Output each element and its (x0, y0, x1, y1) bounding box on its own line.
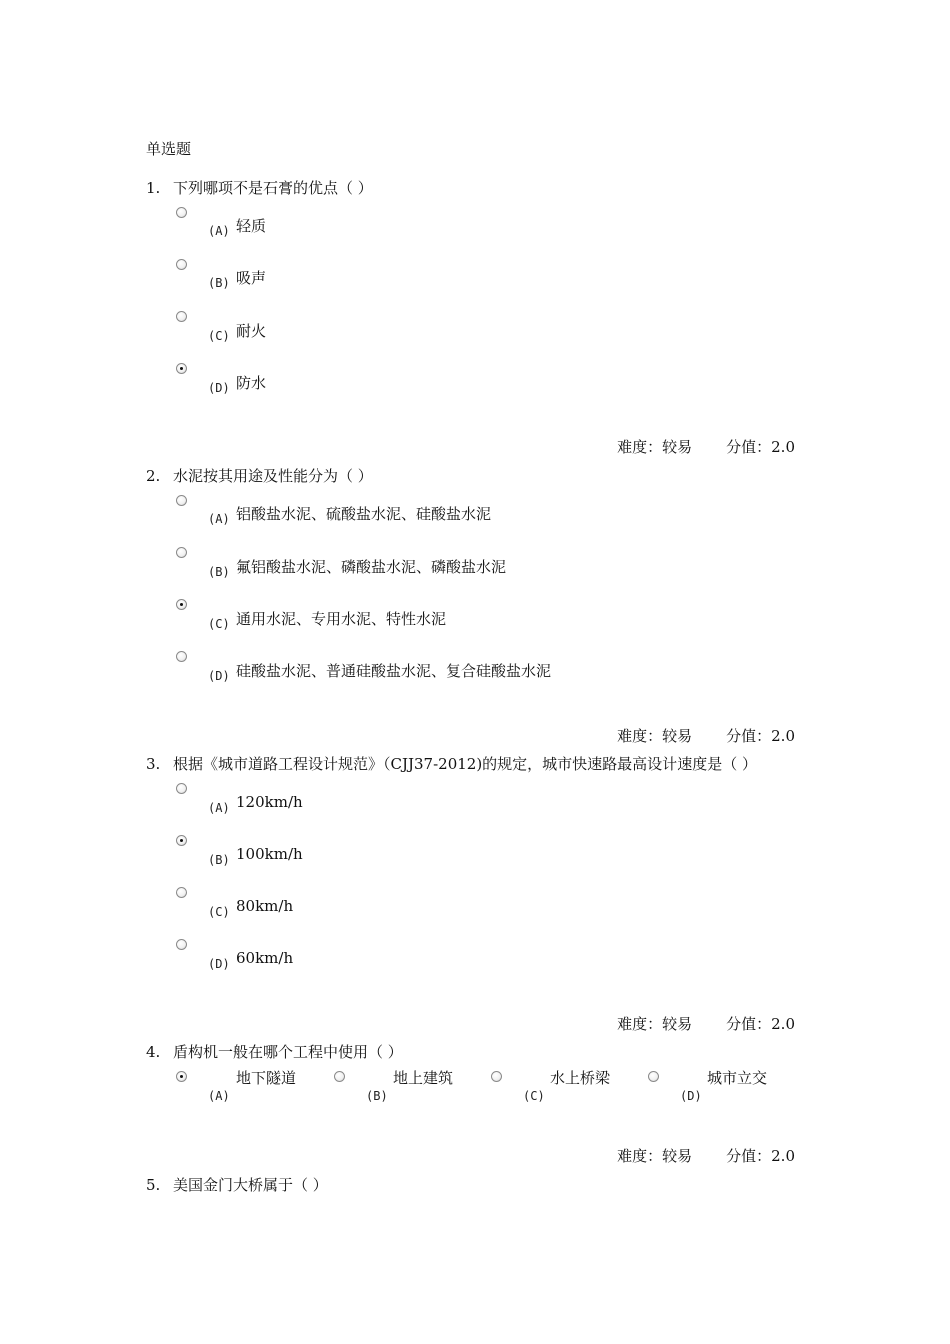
q2-option-a-text: 铝酸盐水泥、硫酸盐水泥、硅酸盐水泥 (236, 505, 492, 523)
q2-option-b-radio[interactable] (176, 547, 187, 558)
q2-option-c-text: 通用水泥、专用水泥、特性水泥 (236, 610, 447, 628)
q1-option-a-text: 轻质 (236, 217, 267, 235)
q2-meta (617, 725, 795, 746)
question-1-stem (146, 177, 373, 198)
q1-option-d-text: 防水 (236, 374, 267, 392)
q4-option-b-radio[interactable] (334, 1071, 345, 1082)
q2-option-d-text: 硅酸盐水泥、普通硅酸盐水泥、复合硅酸盐水泥 (236, 662, 552, 680)
q2-option-b-text: 氟铝酸盐水泥、磷酸盐水泥、磷酸盐水泥 (236, 558, 507, 576)
score-label: 分值：2.0 (726, 438, 795, 456)
question-4-stem (146, 1041, 403, 1062)
question-number: 5. (146, 1176, 161, 1194)
q2-option-c-letter: (C) (208, 617, 230, 631)
q4-option-c-text: 水上桥梁 (550, 1069, 611, 1087)
q2-option-b-letter: (B) (208, 565, 230, 579)
q4-option-a-text: 地下隧道 (236, 1069, 297, 1087)
q1-option-a-letter: (A) (208, 224, 230, 238)
q1-option-a-radio[interactable] (176, 207, 187, 218)
q1-option-d-radio[interactable] (176, 363, 187, 374)
score-label: 分值：2.0 (726, 1147, 795, 1165)
q3-option-b-text: 100km/h (236, 845, 303, 863)
difficulty-label: 难度：较易 (617, 1015, 693, 1033)
question-5-stem (146, 1174, 328, 1195)
question-number: 1. (146, 179, 161, 197)
q4-option-b-text: 地上建筑 (393, 1069, 454, 1087)
q2-option-a-letter: (A) (208, 512, 230, 526)
question-text: 盾构机一般在哪个工程中使用（ ） (173, 1043, 403, 1061)
q3-option-b-radio[interactable] (176, 835, 187, 846)
q3-option-a-text: 120km/h (236, 793, 303, 811)
q3-option-b-letter: (B) (208, 853, 230, 867)
difficulty-label: 难度：较易 (617, 438, 693, 456)
q4-option-c-radio[interactable] (491, 1071, 502, 1082)
question-number: 4. (146, 1043, 161, 1061)
q2-option-a-radio[interactable] (176, 495, 187, 506)
question-text: 美国金门大桥属于（ ） (173, 1176, 328, 1194)
q4-option-a-radio[interactable] (176, 1071, 187, 1082)
q3-option-a-letter: (A) (208, 801, 230, 815)
question-number: 3. (146, 755, 161, 773)
q2-option-c-radio[interactable] (176, 599, 187, 610)
q2-option-d-letter: (D) (208, 669, 230, 683)
q4-option-d-text: 城市立交 (707, 1069, 768, 1087)
section-title: 单选题 (146, 140, 192, 158)
difficulty-label: 难度：较易 (617, 727, 693, 745)
difficulty-label: 难度：较易 (617, 1147, 693, 1165)
q1-meta (617, 436, 795, 457)
q1-option-d-letter: (D) (208, 381, 230, 395)
q2-option-d-radio[interactable] (176, 651, 187, 662)
q4-meta (617, 1145, 795, 1166)
q3-meta (617, 1013, 795, 1034)
question-number: 2. (146, 467, 161, 485)
question-text: 下列哪项不是石膏的优点（ ） (173, 179, 373, 197)
q3-option-c-letter: (C) (208, 905, 230, 919)
question-text: 根据《城市道路工程设计规范》（CJJ37-2012)的规定，城市快速路最高设计速度是（ ） (173, 755, 757, 773)
q4-option-c-letter: (C) (523, 1089, 545, 1103)
q4-option-a-letter: (A) (208, 1089, 230, 1103)
q3-option-c-text: 80km/h (236, 897, 294, 915)
q1-option-c-radio[interactable] (176, 311, 187, 322)
score-label: 分值：2.0 (726, 1015, 795, 1033)
q3-option-d-radio[interactable] (176, 939, 187, 950)
score-label: 分值：2.0 (726, 727, 795, 745)
question-2-stem (146, 465, 373, 486)
q1-option-b-radio[interactable] (176, 259, 187, 270)
q3-option-a-radio[interactable] (176, 783, 187, 794)
question-3-stem (146, 753, 757, 774)
q3-option-c-radio[interactable] (176, 887, 187, 898)
q4-option-d-letter: (D) (680, 1089, 702, 1103)
q1-option-c-letter: (C) (208, 329, 230, 343)
q3-option-d-letter: (D) (208, 957, 230, 971)
q4-option-b-letter: (B) (366, 1089, 388, 1103)
q1-option-b-letter: (B) (208, 276, 230, 290)
question-text: 水泥按其用途及性能分为（ ） (173, 467, 373, 485)
q1-option-b-text: 吸声 (236, 269, 267, 287)
q4-option-d-radio[interactable] (648, 1071, 659, 1082)
q3-option-d-text: 60km/h (236, 949, 294, 967)
q1-option-c-text: 耐火 (236, 322, 267, 340)
